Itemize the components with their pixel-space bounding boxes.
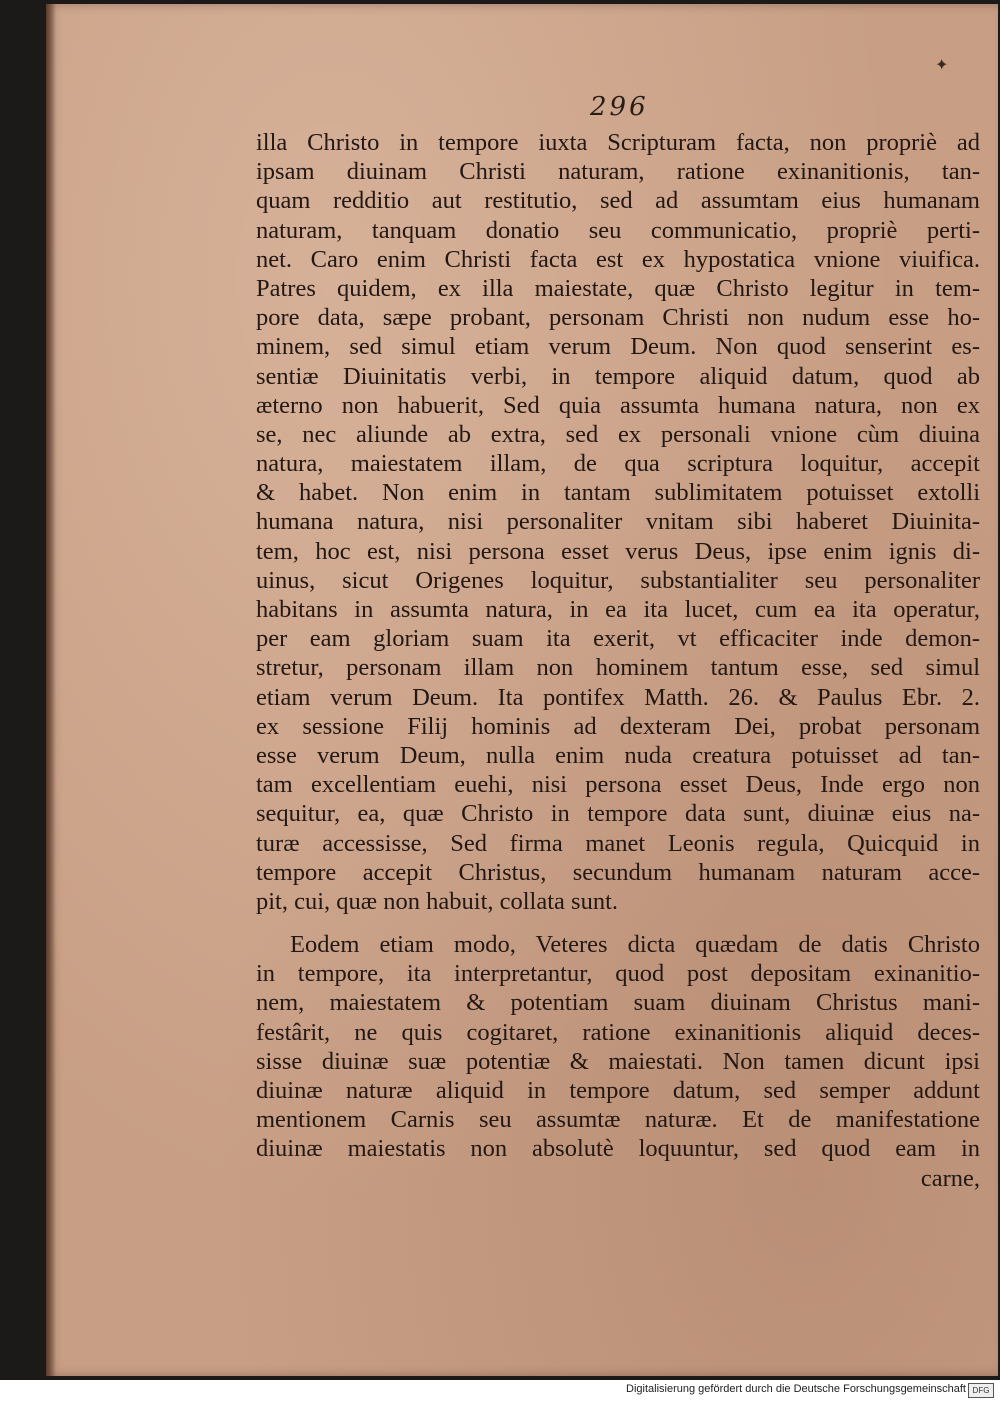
text-line: mentionem Carnis seu assumtæ naturæ. Et de manifestatione — [256, 1106, 980, 1134]
text-line: quam redditio aut restitutio, sed ad assumtam eius humanam — [256, 187, 980, 215]
page-gutter-shadow — [46, 4, 56, 1376]
ink-speck-mark: ✦ — [935, 55, 949, 74]
text-line: in tempore, ita interpretantur, quod post depositam exinanitio- — [256, 960, 980, 988]
text-line: æterno non habuerit, Sed quia assumta humana natura, non ex — [256, 391, 980, 419]
paragraph-1 — [256, 128, 980, 916]
text-line: habitans in assumta natura, in ea ita lucet, cum ea ita operatur, — [256, 596, 980, 623]
text-line: & habet. Non enim in tantam sublimitatem potuisset extolli — [256, 479, 980, 507]
text-line: Eodem etiam modo, Veteres dicta quædam de datis Christo — [290, 931, 980, 958]
text-line: esse verum Deum, nulla enim nuda creatura potuisset ad tan- — [256, 741, 980, 769]
text-line: se, nec aliunde ab extra, sed ex personali vnione cùm diuina — [256, 420, 980, 448]
page-number: 296 — [590, 92, 649, 122]
text-line: humana natura, nisi personaliter vnitam sibi haberet Diuinita- — [256, 508, 980, 536]
text-line: Patres quidem, ex illa maiestate, quæ Christo legitur in tem- — [256, 274, 980, 302]
text-line: diuinæ maiestatis non absolutè loquuntur, sed quod eam in — [256, 1135, 980, 1163]
text-line: ex sessione Filij hominis ad dexteram Dei, probat personam — [256, 712, 980, 740]
text-line: pore data, sæpe probant, personam Christi non nudum esse ho- — [256, 304, 980, 332]
text-line: sequitur, ea, quæ Christo in tempore data sunt, diuinæ eius na- — [256, 800, 980, 828]
text-line: tem, hoc est, nisi persona esset verus Deus, ipse enim ignis di- — [256, 537, 980, 565]
text-line: uinus, sicut Origenes loquitur, substantialiter seu personaliter — [256, 566, 980, 594]
text-line: ipsam diuinam Christi naturam, ratione exinanitionis, tan- — [256, 158, 980, 186]
text-line: diuinæ naturæ aliquid in tempore datum, sed semper addunt — [256, 1076, 980, 1104]
text-line: etiam verum Deum. Ita pontifex Matth. 26. & Paulus Ebr. 2. — [256, 683, 980, 711]
text-line: tam excellentiam euehi, nisi persona esset Deus, Inde ergo non — [256, 771, 980, 799]
text-line: nem, maiestatem & potentiam suam diuinam Christus mani- — [256, 989, 980, 1017]
text-line: sisse diuinæ suæ potentiæ & maiestati. Non tamen dicunt ipsi — [256, 1047, 980, 1075]
text-line: festârit, ne quis cogitaret, ratione exinanitionis aliquid deces- — [256, 1018, 980, 1046]
dfg-logo: DFG — [968, 1383, 994, 1398]
text-line: tempore accepit Christus, secundum humanam naturam acce- — [256, 858, 980, 886]
text-line: illa Christo in tempore iuxta Scripturam facta, non propriè ad — [256, 129, 980, 156]
text-line: naturam, tanquam donatio seu communicatio, propriè perti- — [256, 216, 980, 244]
text-line: stretur, personam illam non hominem tantum esse, sed simul — [256, 654, 980, 682]
text-line: turæ accessisse, Sed firma manet Leonis regula, Quicquid in — [256, 829, 980, 857]
text-line: pit, cui, quæ non habuit, collata sunt. — [256, 887, 619, 915]
text-line: sentiæ Diuinitatis verbi, in tempore aliquid datum, quod ab — [256, 362, 980, 390]
paragraph-2 — [256, 930, 980, 1193]
text-line: net. Caro enim Christi facta est ex hypostatica vnione viuifica. — [256, 245, 980, 273]
digitization-credit: Digitalisierung gefördert durch die Deutsche Forschungsgemeinschaft — [626, 1383, 966, 1395]
text-line: minem, sed simul etiam verum Deum. Non quod senserint es- — [256, 333, 980, 361]
catchword: carne, — [920, 1164, 980, 1192]
text-line: per eam gloriam suam ita exerit, vt efficaciter inde demon- — [256, 625, 980, 653]
text-line: natura, maiestatem illam, de qua scriptura loquitur, accepit — [256, 450, 980, 478]
